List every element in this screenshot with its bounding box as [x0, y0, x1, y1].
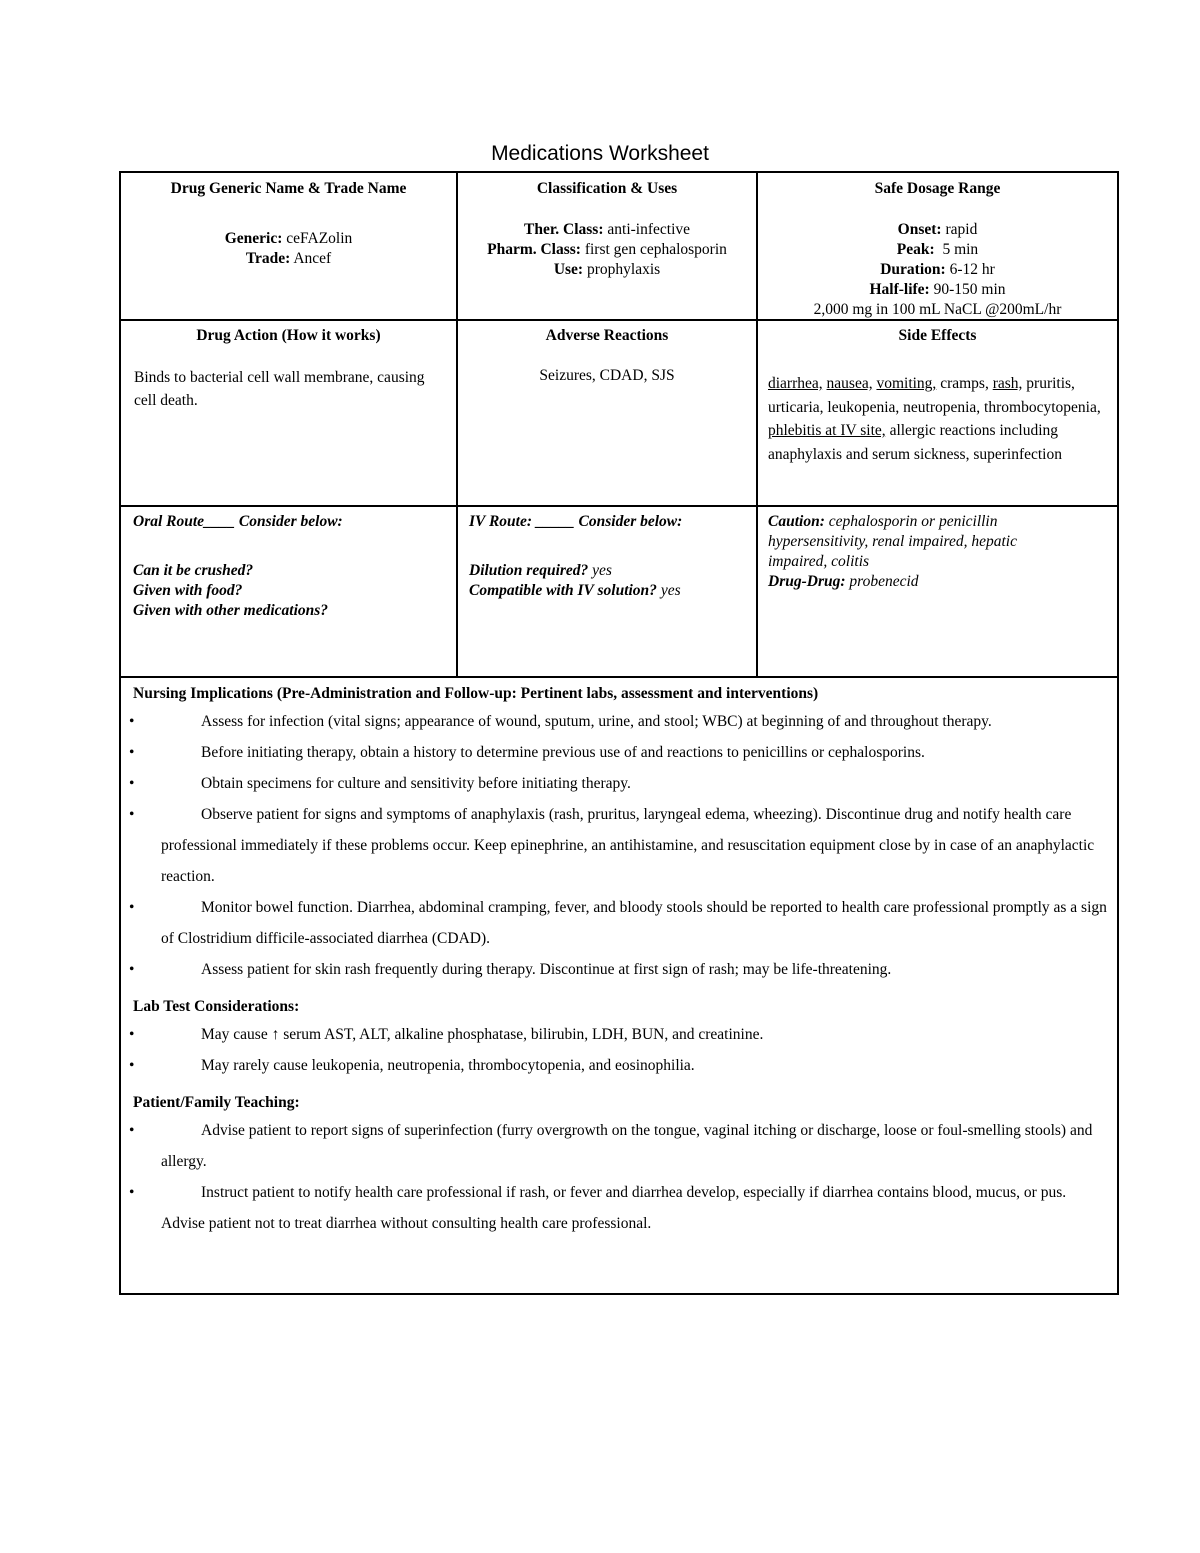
side-effects-header: Side Effects: [898, 327, 977, 344]
side-effects-text: diarrhea, nausea, vomiting, cramps, rash, pruritis, urticaria, leukopenia, neutropenia, thrombocytopenia, phlebitis at IV site, allergic reactions including anaphylaxis and serum sickness, superinfection: [768, 375, 1101, 463]
list-item: • Advise patient to report signs of superinfection (furry overgrowth on the tongue, vaginal itching or discharge, loose or foul-smelling stools) and allergy.: [131, 1115, 1107, 1177]
classification-cell: [458, 179, 756, 280]
page-title: Medications Worksheet: [491, 142, 709, 165]
drug-name-cell: [121, 179, 456, 269]
oral-route-header: Oral Route____ Consider below:: [133, 513, 343, 530]
iv-route-header: IV Route: _____ Consider below:: [469, 513, 683, 530]
adverse-reactions-text: Seizures, CDAD, SJS: [539, 367, 675, 384]
duration: Duration: 6-12 hr: [880, 261, 995, 278]
use: Use: prophylaxis: [553, 261, 661, 278]
list-item: • Obtain specimens for culture and sensitivity before initiating therapy.: [131, 768, 1107, 799]
dosage-header: Safe Dosage Range: [874, 180, 1001, 197]
list-item: • Observe patient for signs and symptoms of anaphylaxis (rash, pruritus, laryngeal edema, wheezing). Discontinue drug and notify health care professional immediately if these problems occur. Keep epinephrine, an antihistamine, and resuscitation equipment close by in case of an anaphylactic reaction.: [131, 799, 1107, 892]
side-effects-cell: [758, 326, 1117, 466]
drug-drug: Drug-Drug: probenecid: [768, 573, 919, 590]
list-item: • May rarely cause leukopenia, neutropenia, thrombocytopenia, and eosinophilia.: [131, 1050, 1107, 1081]
drug-name-header: Drug Generic Name & Trade Name: [170, 180, 407, 197]
onset: Onset: rapid: [897, 221, 978, 238]
teaching-list: [131, 1115, 1107, 1239]
list-item: • Instruct patient to notify health care professional if rash, or fever and diarrhea develop, especially if diarrhea contains blood, mucus, or pus. Advise patient not to treat diarrhea without consulting health care professional.: [131, 1177, 1107, 1239]
nursing-title: Nursing Implications (Pre-Administration and Follow-up: Pertinent labs, assessment and interventions): [133, 685, 819, 702]
pharm-class: Pharm. Class: first gen cephalosporin: [487, 241, 727, 258]
nursing-section: [121, 678, 1117, 1239]
crush-question: Can it be crushed?: [133, 562, 254, 579]
food-question: Given with food?: [133, 582, 243, 599]
list-item: • Before initiating therapy, obtain a history to determine previous use of and reactions to penicillins or cephalosporins.: [131, 737, 1107, 768]
drug-action-cell: [121, 326, 456, 412]
trade-name: Trade: Ancef: [245, 250, 332, 267]
teaching-title: Patient/Family Teaching:: [133, 1094, 300, 1111]
dose-line: 2,000 mg in 100 mL NaCL @200mL/hr: [813, 301, 1062, 318]
list-item: • May cause ↑ serum AST, ALT, alkaline phosphatase, bilirubin, LDH, BUN, and creatinine.: [131, 1019, 1107, 1050]
caution: Caution: cephalosporin or penicillin hypersensitivity, renal impaired, hepatic impaired, colitis: [768, 513, 1017, 570]
drug-action-header: Drug Action (How it works): [196, 327, 381, 344]
half-life: Half-life: 90-150 min: [869, 281, 1006, 298]
caution-cell: [768, 512, 1068, 592]
row-divider: [121, 505, 1117, 507]
drug-action-text: Binds to bacterial cell wall membrane, causing cell death.: [134, 369, 425, 409]
iv-route-cell: [469, 512, 754, 601]
oral-route-cell: [133, 512, 453, 621]
adverse-reactions-cell: [458, 326, 756, 386]
adverse-reactions-header: Adverse Reactions: [545, 327, 669, 344]
dilution: Dilution required? yes: [469, 562, 612, 579]
lab-list: [131, 1019, 1107, 1081]
list-item: • Assess patient for skin rash frequently during therapy. Discontinue at first sign of rash; may be life-threatening.: [131, 954, 1107, 985]
ther-class: Ther. Class: anti-infective: [523, 221, 691, 238]
nursing-list: [131, 706, 1107, 985]
list-item: • Monitor bowel function. Diarrhea, abdominal cramping, fever, and bloody stools should be reported to health care professional promptly as a sign of Clostridium difficile-associated diarrhea (CDAD).: [131, 892, 1107, 954]
dosage-cell: [758, 179, 1117, 320]
list-item: • Assess for infection (vital signs; appearance of wound, sputum, urine, and stool; WBC) at beginning of and throughout therapy.: [131, 706, 1107, 737]
peak: Peak: 5 min: [896, 241, 979, 258]
generic-name: Generic: ceFAZolin: [224, 230, 353, 247]
other-meds-question: Given with other medications?: [133, 602, 329, 619]
lab-title: Lab Test Considerations:: [133, 998, 300, 1015]
compatibility: Compatible with IV solution? yes: [469, 582, 681, 599]
classification-header: Classification & Uses: [536, 180, 678, 197]
medication-table: [119, 171, 1119, 1295]
